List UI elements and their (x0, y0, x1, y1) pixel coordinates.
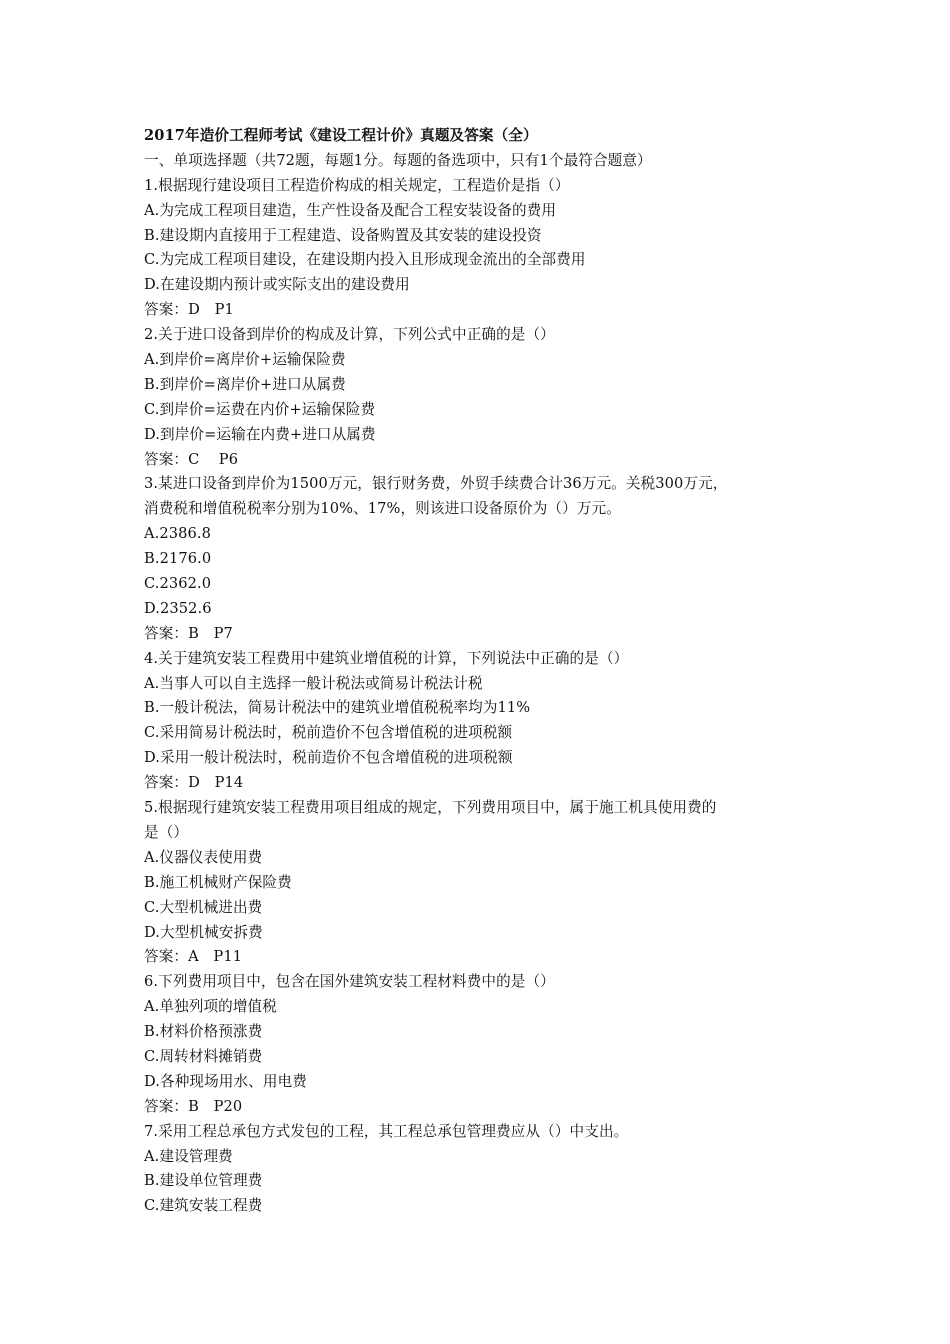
document-body (144, 124, 824, 1219)
question-stem-line-2: 消费税和增值税税率分别为10%、17%，则该进口设备原价为（）万元。 (144, 500, 621, 518)
question-stem: 2.关于进口设备到岸价的构成及计算，下列公式中正确的是（） (144, 326, 555, 344)
answer-line: 答案：C P6 (144, 450, 239, 468)
question-stem-line-1: 3.某进口设备到岸价为1500万元，银行财务费，外贸手续费合计36万元。关税300万元， (144, 475, 728, 493)
option-d: D.采用一般计税法时，税前造价不包含增值税的进项税额 (144, 749, 513, 767)
section-heading: 一、单项选择题（共72题，每题1分。每题的备选项中，只有1个最符合题意） (144, 151, 652, 169)
answer-line: 答案：B P20 (144, 1097, 243, 1115)
document-title: 2017年造价工程师考试《建设工程计价》真题及答案（全） (144, 127, 538, 144)
question-5 (144, 796, 824, 970)
option-a: A.当事人可以自主选择一般计税法或简易计税法计税 (144, 674, 483, 692)
option-c: C.采用简易计税法时，税前造价不包含增值税的进项税额 (144, 724, 513, 742)
question-1 (144, 174, 824, 323)
option-c: C.大型机械进出费 (144, 898, 263, 916)
question-3 (144, 472, 824, 646)
option-d: D.在建设期内预计或实际支出的建设费用 (144, 276, 410, 294)
question-6 (144, 970, 824, 1119)
option-a: A.建设管理费 (144, 1147, 233, 1165)
option-c: C.到岸价=运费在内价+运输保险费 (144, 400, 376, 418)
option-c: C.2362.0 (144, 575, 212, 593)
answer-line: 答案：A P11 (144, 948, 243, 966)
question-4 (144, 647, 824, 796)
question-stem: 7.采用工程总承包方式发包的工程，其工程总承包管理费应从（）中支出。 (144, 1122, 629, 1140)
question-stem-line-2: 是（） (144, 823, 189, 841)
option-b: B.一般计税法，简易计税法中的建筑业增值税税率均为11% (144, 699, 531, 717)
option-a: A.为完成工程项目建造，生产性设备及配合工程安装设备的费用 (144, 201, 557, 219)
question-stem: 1.根据现行建设项目工程造价构成的相关规定，工程造价是指（） (144, 176, 570, 194)
answer-line: 答案：D P14 (144, 774, 244, 792)
answer-line: 答案：B P7 (144, 624, 233, 642)
option-b: B.2176.0 (144, 550, 212, 568)
option-c: C.周转材料摊销费 (144, 1047, 263, 1065)
option-b: B.建设期内直接用于工程建造、设备购置及其安装的建设投资 (144, 226, 542, 244)
option-c: C.建筑安装工程费 (144, 1197, 263, 1215)
option-d: D.各种现场用水、用电费 (144, 1072, 307, 1090)
option-b: B.施工机械财产保险费 (144, 873, 292, 891)
option-d: D.2352.6 (144, 599, 212, 617)
option-a: A.单独列项的增值税 (144, 998, 277, 1016)
question-2 (144, 323, 824, 472)
option-c: C.为完成工程项目建设，在建设期内投入且形成现金流出的全部费用 (144, 251, 586, 269)
option-a: A.到岸价=离岸价+运输保险费 (144, 351, 346, 369)
question-stem: 6.下列费用项目中，包含在国外建筑安装工程材料费中的是（） (144, 973, 555, 991)
option-b: B.材料价格预涨费 (144, 1023, 263, 1041)
answer-line: 答案：D P1 (144, 301, 234, 319)
option-d: D.大型机械安拆费 (144, 923, 263, 941)
option-b: B.到岸价=离岸价+进口从属费 (144, 375, 346, 393)
question-stem-line-1: 5.根据现行建筑安装工程费用项目组成的规定，下列费用项目中，属于施工机具使用费的 (144, 799, 717, 817)
question-stem: 4.关于建筑安装工程费用中建筑业增值税的计算，下列说法中正确的是（） (144, 649, 629, 667)
option-a: A.仪器仪表使用费 (144, 848, 263, 866)
option-b: B.建设单位管理费 (144, 1172, 263, 1190)
question-7 (144, 1120, 824, 1220)
option-a: A.2386.8 (144, 525, 212, 543)
option-d: D.到岸价=运输在内费+进口从属费 (144, 425, 376, 443)
